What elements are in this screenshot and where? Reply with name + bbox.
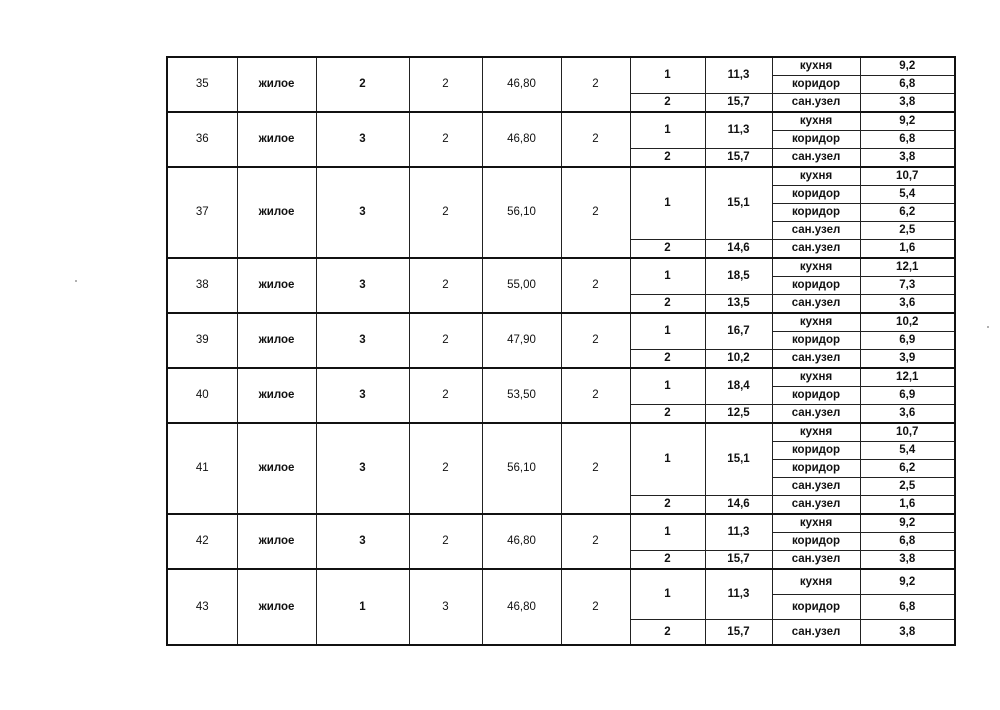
aux-room-area-cell: 7,3 bbox=[860, 277, 955, 295]
column-6-cell: 2 bbox=[561, 167, 630, 258]
aux-room-name-cell: сан.узел bbox=[772, 240, 860, 259]
column-6-cell: 2 bbox=[561, 112, 630, 167]
aux-room-area-cell: 3,8 bbox=[860, 94, 955, 113]
column-4-cell: 2 bbox=[409, 167, 482, 258]
apartment-number-cell: 36 bbox=[167, 112, 237, 167]
table-row bbox=[167, 167, 955, 186]
table-row bbox=[167, 368, 955, 387]
room-index-cell: 1 bbox=[630, 368, 705, 405]
scan-speck bbox=[987, 326, 989, 328]
aux-room-name-cell: кухня bbox=[772, 57, 860, 76]
table-row bbox=[167, 423, 955, 442]
room-area-cell: 11,3 bbox=[705, 112, 772, 149]
aux-room-area-cell: 2,5 bbox=[860, 478, 955, 496]
aux-room-name-cell: коридор bbox=[772, 533, 860, 551]
aux-room-name-cell: сан.узел bbox=[772, 478, 860, 496]
room-index-cell: 1 bbox=[630, 258, 705, 295]
column-4-cell: 2 bbox=[409, 258, 482, 313]
area-cell: 53,50 bbox=[482, 368, 561, 423]
column-6-cell: 2 bbox=[561, 368, 630, 423]
premises-type-cell: жилое bbox=[237, 57, 316, 112]
rooms-cell: 3 bbox=[316, 514, 409, 569]
aux-room-name-cell: кухня bbox=[772, 514, 860, 533]
aux-room-area-cell: 5,4 bbox=[860, 442, 955, 460]
scan-speck bbox=[75, 280, 77, 282]
area-cell: 46,80 bbox=[482, 569, 561, 645]
premises-type-cell: жилое bbox=[237, 368, 316, 423]
area-cell: 46,80 bbox=[482, 57, 561, 112]
room-index-cell: 1 bbox=[630, 313, 705, 350]
rooms-cell: 3 bbox=[316, 112, 409, 167]
aux-room-name-cell: кухня bbox=[772, 569, 860, 595]
room-area-cell: 11,3 bbox=[705, 569, 772, 620]
aux-room-area-cell: 5,4 bbox=[860, 186, 955, 204]
apartment-number-cell: 38 bbox=[167, 258, 237, 313]
aux-room-name-cell: сан.узел bbox=[772, 295, 860, 314]
aux-room-name-cell: коридор bbox=[772, 332, 860, 350]
area-cell: 46,80 bbox=[482, 514, 561, 569]
table-row bbox=[167, 258, 955, 277]
premises-type-cell: жилое bbox=[237, 569, 316, 645]
aux-room-area-cell: 10,7 bbox=[860, 167, 955, 186]
aux-room-name-cell: кухня bbox=[772, 167, 860, 186]
area-cell: 56,10 bbox=[482, 423, 561, 514]
room-index-cell: 2 bbox=[630, 350, 705, 369]
room-area-cell: 16,7 bbox=[705, 313, 772, 350]
aux-room-area-cell: 10,7 bbox=[860, 423, 955, 442]
column-6-cell: 2 bbox=[561, 57, 630, 112]
apartment-number-cell: 37 bbox=[167, 167, 237, 258]
aux-room-area-cell: 9,2 bbox=[860, 112, 955, 131]
aux-room-name-cell: сан.узел bbox=[772, 551, 860, 570]
column-4-cell: 2 bbox=[409, 57, 482, 112]
aux-room-name-cell: коридор bbox=[772, 131, 860, 149]
aux-room-area-cell: 6,2 bbox=[860, 204, 955, 222]
rooms-cell: 3 bbox=[316, 167, 409, 258]
aux-room-area-cell: 6,9 bbox=[860, 332, 955, 350]
aux-room-name-cell: коридор bbox=[772, 76, 860, 94]
aux-room-area-cell: 1,6 bbox=[860, 496, 955, 515]
aux-room-name-cell: коридор bbox=[772, 277, 860, 295]
premises-type-cell: жилое bbox=[237, 313, 316, 368]
room-area-cell: 11,3 bbox=[705, 57, 772, 94]
room-area-cell: 15,1 bbox=[705, 167, 772, 240]
column-4-cell: 2 bbox=[409, 112, 482, 167]
room-area-cell: 13,5 bbox=[705, 295, 772, 314]
room-area-cell: 12,5 bbox=[705, 405, 772, 424]
rooms-cell: 3 bbox=[316, 368, 409, 423]
room-index-cell: 2 bbox=[630, 295, 705, 314]
room-index-cell: 2 bbox=[630, 240, 705, 259]
column-6-cell: 2 bbox=[561, 313, 630, 368]
rooms-cell: 2 bbox=[316, 57, 409, 112]
area-cell: 47,90 bbox=[482, 313, 561, 368]
column-6-cell: 2 bbox=[561, 569, 630, 645]
rooms-cell: 3 bbox=[316, 423, 409, 514]
table-row bbox=[167, 112, 955, 131]
area-cell: 46,80 bbox=[482, 112, 561, 167]
apartment-number-cell: 39 bbox=[167, 313, 237, 368]
room-index-cell: 2 bbox=[630, 551, 705, 570]
aux-room-name-cell: сан.узел bbox=[772, 350, 860, 369]
column-4-cell: 2 bbox=[409, 423, 482, 514]
aux-room-area-cell: 12,1 bbox=[860, 368, 955, 387]
column-4-cell: 2 bbox=[409, 313, 482, 368]
aux-room-area-cell: 2,5 bbox=[860, 222, 955, 240]
apartment-number-cell: 42 bbox=[167, 514, 237, 569]
apartment-number-cell: 41 bbox=[167, 423, 237, 514]
aux-room-area-cell: 9,2 bbox=[860, 57, 955, 76]
apartment-number-cell: 35 bbox=[167, 57, 237, 112]
aux-room-name-cell: сан.узел bbox=[772, 405, 860, 424]
aux-room-area-cell: 3,8 bbox=[860, 551, 955, 570]
aux-room-name-cell: коридор bbox=[772, 460, 860, 478]
room-area-cell: 15,7 bbox=[705, 94, 772, 113]
table-row bbox=[167, 569, 955, 595]
aux-room-name-cell: коридор bbox=[772, 595, 860, 620]
table-row bbox=[167, 313, 955, 332]
table-row bbox=[167, 57, 955, 76]
room-index-cell: 2 bbox=[630, 496, 705, 515]
aux-room-area-cell: 9,2 bbox=[860, 569, 955, 595]
room-area-cell: 14,6 bbox=[705, 496, 772, 515]
room-index-cell: 2 bbox=[630, 405, 705, 424]
area-cell: 55,00 bbox=[482, 258, 561, 313]
aux-room-area-cell: 1,6 bbox=[860, 240, 955, 259]
aux-room-name-cell: сан.узел bbox=[772, 149, 860, 168]
aux-room-area-cell: 6,2 bbox=[860, 460, 955, 478]
room-area-cell: 11,3 bbox=[705, 514, 772, 551]
table-row bbox=[167, 514, 955, 533]
rooms-cell: 3 bbox=[316, 258, 409, 313]
room-area-cell: 18,4 bbox=[705, 368, 772, 405]
room-area-cell: 15,1 bbox=[705, 423, 772, 496]
room-index-cell: 2 bbox=[630, 620, 705, 646]
room-index-cell: 2 bbox=[630, 149, 705, 168]
aux-room-name-cell: сан.узел bbox=[772, 94, 860, 113]
column-6-cell: 2 bbox=[561, 423, 630, 514]
column-4-cell: 2 bbox=[409, 514, 482, 569]
column-4-cell: 3 bbox=[409, 569, 482, 645]
premises-type-cell: жилое bbox=[237, 258, 316, 313]
room-index-cell: 1 bbox=[630, 569, 705, 620]
room-index-cell: 1 bbox=[630, 423, 705, 496]
room-area-cell: 15,7 bbox=[705, 551, 772, 570]
aux-room-name-cell: кухня bbox=[772, 313, 860, 332]
column-6-cell: 2 bbox=[561, 514, 630, 569]
rooms-cell: 1 bbox=[316, 569, 409, 645]
room-index-cell: 1 bbox=[630, 167, 705, 240]
aux-room-name-cell: кухня bbox=[772, 423, 860, 442]
premises-type-cell: жилое bbox=[237, 112, 316, 167]
aux-room-name-cell: коридор bbox=[772, 204, 860, 222]
premises-type-cell: жилое bbox=[237, 167, 316, 258]
room-area-cell: 10,2 bbox=[705, 350, 772, 369]
room-area-cell: 18,5 bbox=[705, 258, 772, 295]
aux-room-name-cell: кухня bbox=[772, 368, 860, 387]
aux-room-area-cell: 6,8 bbox=[860, 533, 955, 551]
room-index-cell: 1 bbox=[630, 112, 705, 149]
apartment-number-cell: 40 bbox=[167, 368, 237, 423]
aux-room-area-cell: 3,6 bbox=[860, 295, 955, 314]
aux-room-area-cell: 9,2 bbox=[860, 514, 955, 533]
aux-room-name-cell: сан.узел bbox=[772, 496, 860, 515]
premises-type-cell: жилое bbox=[237, 514, 316, 569]
room-index-cell: 2 bbox=[630, 94, 705, 113]
aux-room-name-cell: коридор bbox=[772, 186, 860, 204]
aux-room-area-cell: 3,9 bbox=[860, 350, 955, 369]
aux-room-area-cell: 6,8 bbox=[860, 595, 955, 620]
column-6-cell: 2 bbox=[561, 258, 630, 313]
room-area-cell: 15,7 bbox=[705, 149, 772, 168]
rooms-cell: 3 bbox=[316, 313, 409, 368]
premises-type-cell: жилое bbox=[237, 423, 316, 514]
aux-room-area-cell: 6,8 bbox=[860, 76, 955, 94]
aux-room-name-cell: сан.узел bbox=[772, 222, 860, 240]
aux-room-area-cell: 3,8 bbox=[860, 620, 955, 646]
aux-room-area-cell: 12,1 bbox=[860, 258, 955, 277]
aux-room-name-cell: кухня bbox=[772, 258, 860, 277]
aux-room-area-cell: 10,2 bbox=[860, 313, 955, 332]
aux-room-area-cell: 3,6 bbox=[860, 405, 955, 424]
room-area-cell: 14,6 bbox=[705, 240, 772, 259]
column-4-cell: 2 bbox=[409, 368, 482, 423]
room-index-cell: 1 bbox=[630, 514, 705, 551]
aux-room-name-cell: коридор bbox=[772, 387, 860, 405]
aux-room-name-cell: сан.узел bbox=[772, 620, 860, 646]
area-cell: 56,10 bbox=[482, 167, 561, 258]
aux-room-name-cell: коридор bbox=[772, 442, 860, 460]
table-body bbox=[167, 57, 955, 645]
aux-room-name-cell: кухня bbox=[772, 112, 860, 131]
apartment-number-cell: 43 bbox=[167, 569, 237, 645]
apartment-table bbox=[166, 56, 956, 646]
room-area-cell: 15,7 bbox=[705, 620, 772, 646]
aux-room-area-cell: 6,8 bbox=[860, 131, 955, 149]
aux-room-area-cell: 6,9 bbox=[860, 387, 955, 405]
aux-room-area-cell: 3,8 bbox=[860, 149, 955, 168]
room-index-cell: 1 bbox=[630, 57, 705, 94]
